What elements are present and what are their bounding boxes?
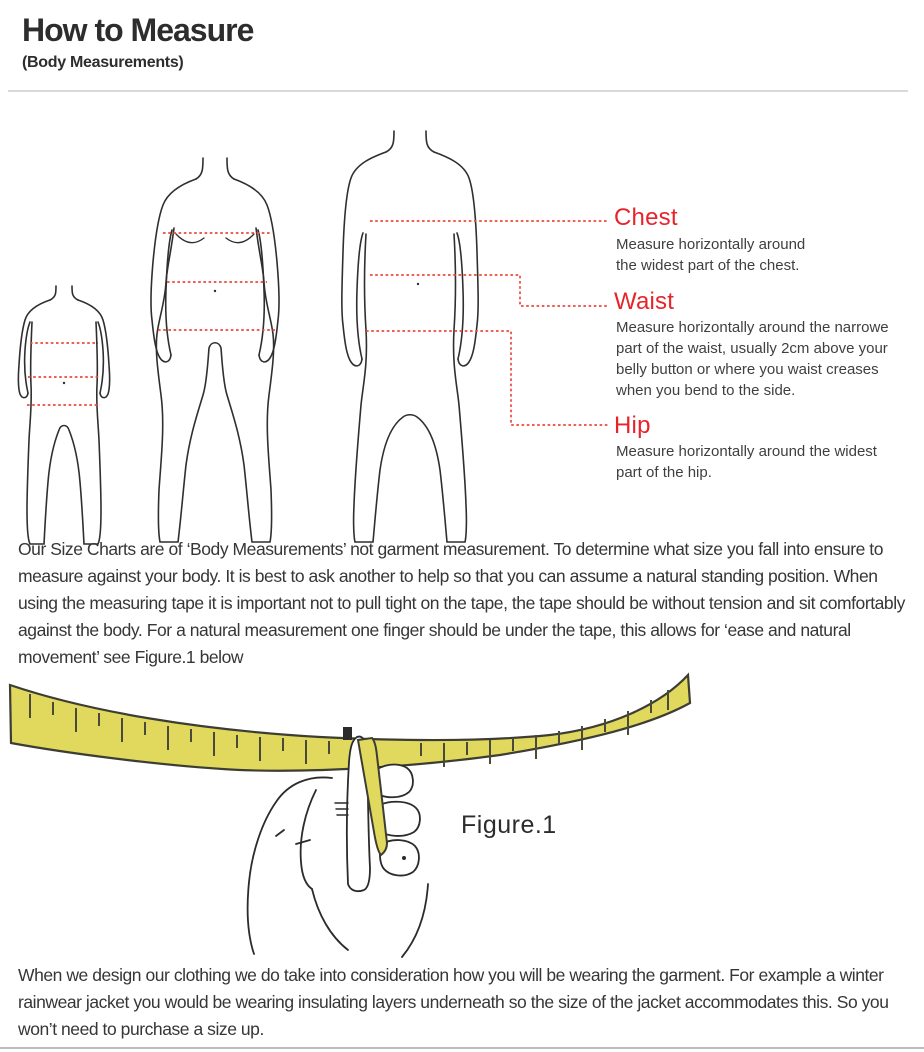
wrist-line bbox=[402, 884, 428, 957]
finger-creases bbox=[335, 803, 348, 815]
hip-connector-line bbox=[366, 331, 608, 425]
man-body-outline bbox=[342, 131, 478, 542]
palm-outer bbox=[248, 777, 332, 954]
woman-body-outline bbox=[151, 158, 279, 542]
waist-description-line: Measure horizontally around the narrowe bbox=[616, 319, 889, 336]
closing-paragraph: When we design our clothing we do take into consideration how you will be wearing the garment. For example a winter rainwear jacket you would be wearing insulating layers underneath so the size of the jacket accommodates this. So you won’t need to purchase a size up. bbox=[18, 965, 889, 1039]
waist-description-line: when you bend to the side. bbox=[616, 382, 796, 399]
waist-label: Waist bbox=[614, 288, 675, 315]
waist-description-line: part of the waist, usually 2cm above your bbox=[616, 340, 888, 357]
hip-description bbox=[616, 441, 922, 483]
child-measure-lines bbox=[27, 343, 100, 405]
hip-description-line: Measure horizontally around the widest bbox=[616, 443, 877, 460]
tape-end-marker bbox=[343, 727, 352, 740]
chest-description-line: Measure horizontally around bbox=[616, 236, 806, 253]
chest-description-line: the widest part of the chest. bbox=[616, 257, 800, 274]
hip-description-line: part of the hip. bbox=[616, 464, 712, 481]
man-measure-lines bbox=[366, 221, 608, 425]
intro-paragraph: Our Size Charts are of ‘Body Measurements’ not garment measurement. To determine what size you fall into ensure to measure against your body. It is best to ask another to help so that you can assume a natural standing position. When using the measuring tape it is important not to pull tight on the tape, the tape should be without tension and sit comfortably against the body. For a natural measurement one finger should be under the tape, this allows for ‘ease and natural movement’ see Figure.1 below bbox=[18, 539, 905, 667]
footer-divider bbox=[0, 1047, 924, 1049]
waist-description-line: belly button or where you waist creases bbox=[616, 361, 879, 378]
palm-bottom bbox=[312, 889, 348, 950]
page-subtitle: (Body Measurements) bbox=[22, 54, 184, 71]
page-title: How to Measure bbox=[22, 12, 254, 48]
chest-description bbox=[616, 234, 922, 276]
figure-caption: Figure.1 bbox=[461, 811, 557, 839]
waist-description bbox=[616, 317, 922, 401]
waist-connector-line bbox=[370, 275, 608, 306]
header-divider bbox=[8, 90, 908, 92]
child-body-outline bbox=[18, 286, 109, 544]
hip-label: Hip bbox=[614, 412, 651, 439]
chest-label: Chest bbox=[614, 204, 678, 231]
thumb-inner bbox=[301, 790, 316, 889]
